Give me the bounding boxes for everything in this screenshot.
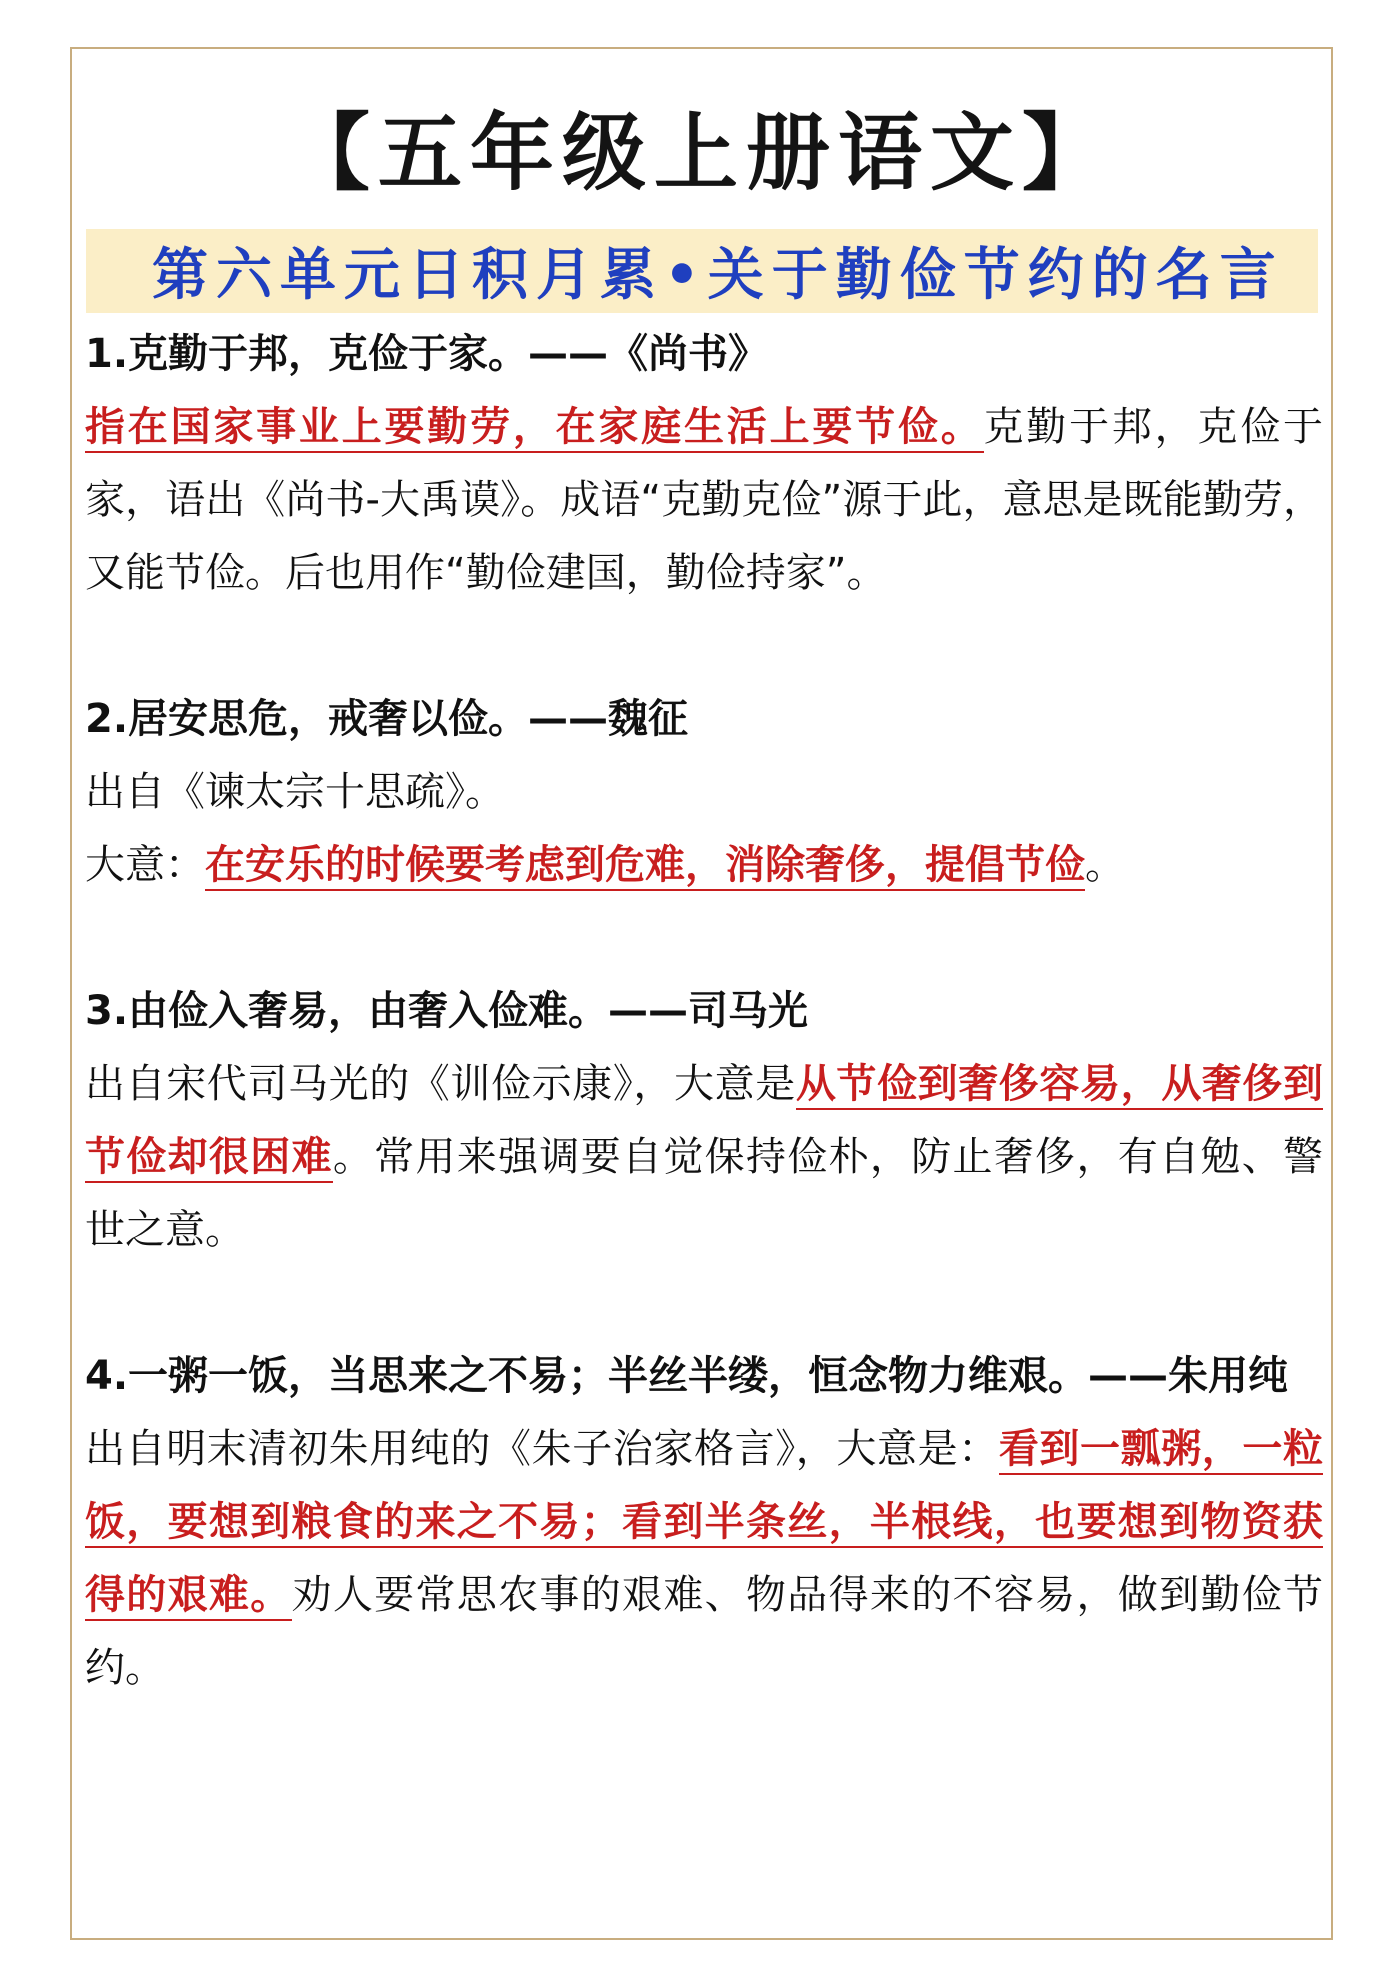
quote-text: 劝人要常思农事的艰难、物品得来的不容易，做到勤俭节约。: [85, 1572, 1324, 1691]
quote-heading: 1.克勤于邦，克俭于家。——《尚书》: [85, 331, 769, 377]
page-subtitle: 第六单元日积月累•关于勤俭节约的名言: [152, 242, 1284, 308]
quote-highlight: 从节俭到奢侈容易，从奢侈到节俭却很困难: [85, 1061, 1323, 1183]
quote-source: 出自《谏太宗十思疏》。: [85, 769, 505, 815]
quote-explanation: [85, 391, 1323, 610]
quote-explanation: [85, 1413, 1323, 1705]
quote-lead: 出自宋代司马光的《训俭示康》，大意是: [85, 1061, 796, 1107]
quote-entry-2: [85, 683, 1323, 902]
subtitle-banner: [86, 229, 1318, 313]
quote-explanation: [85, 1048, 1323, 1267]
quote-highlight: 指在国家事业上要勤劳，在家庭生活上要节俭。: [85, 404, 984, 453]
page-title: 【五年级上册语文】: [285, 103, 1114, 202]
quote-lead: 出自明末清初朱用纯的《朱子治家格言》，大意是：: [85, 1426, 999, 1472]
quotes-list: [85, 318, 1323, 1778]
quote-meaning: [85, 829, 1323, 902]
meaning-label: 大意：: [85, 842, 205, 888]
quote-text: 克勤于邦，克俭于家，语出《尚书-大禹谟》。成语“克勤克俭”源于此，意思是既能勤劳，又能节俭。后也用作“勤俭建国，勤俭持家”。: [85, 404, 1323, 596]
quote-entry-1: [85, 318, 1323, 610]
quote-heading: 3.由俭入奢易，由奢入俭难。——司马光: [85, 988, 809, 1034]
quote-text: 。常用来强调要自觉保持俭朴，防止奢侈，有自勉、警世之意。: [85, 1134, 1324, 1253]
quote-entry-3: [85, 975, 1323, 1267]
quote-entry-4: [85, 1340, 1323, 1705]
quote-highlight: 看到一瓢粥，一粒饭，要想到粮食的来之不易；看到半条丝，半根线，也要想到物资获得的艰难。: [85, 1426, 1323, 1621]
quote-highlight: 在安乐的时候要考虑到危难，消除奢侈，提倡节俭: [205, 842, 1085, 891]
quote-heading: 2.居安思危，戒奢以俭。——魏征: [85, 696, 689, 742]
meaning-end: 。: [1085, 842, 1125, 888]
quote-heading: 4.一粥一饭，当思来之不易；半丝半缕，恒念物力维艰。——朱用纯: [85, 1353, 1289, 1399]
